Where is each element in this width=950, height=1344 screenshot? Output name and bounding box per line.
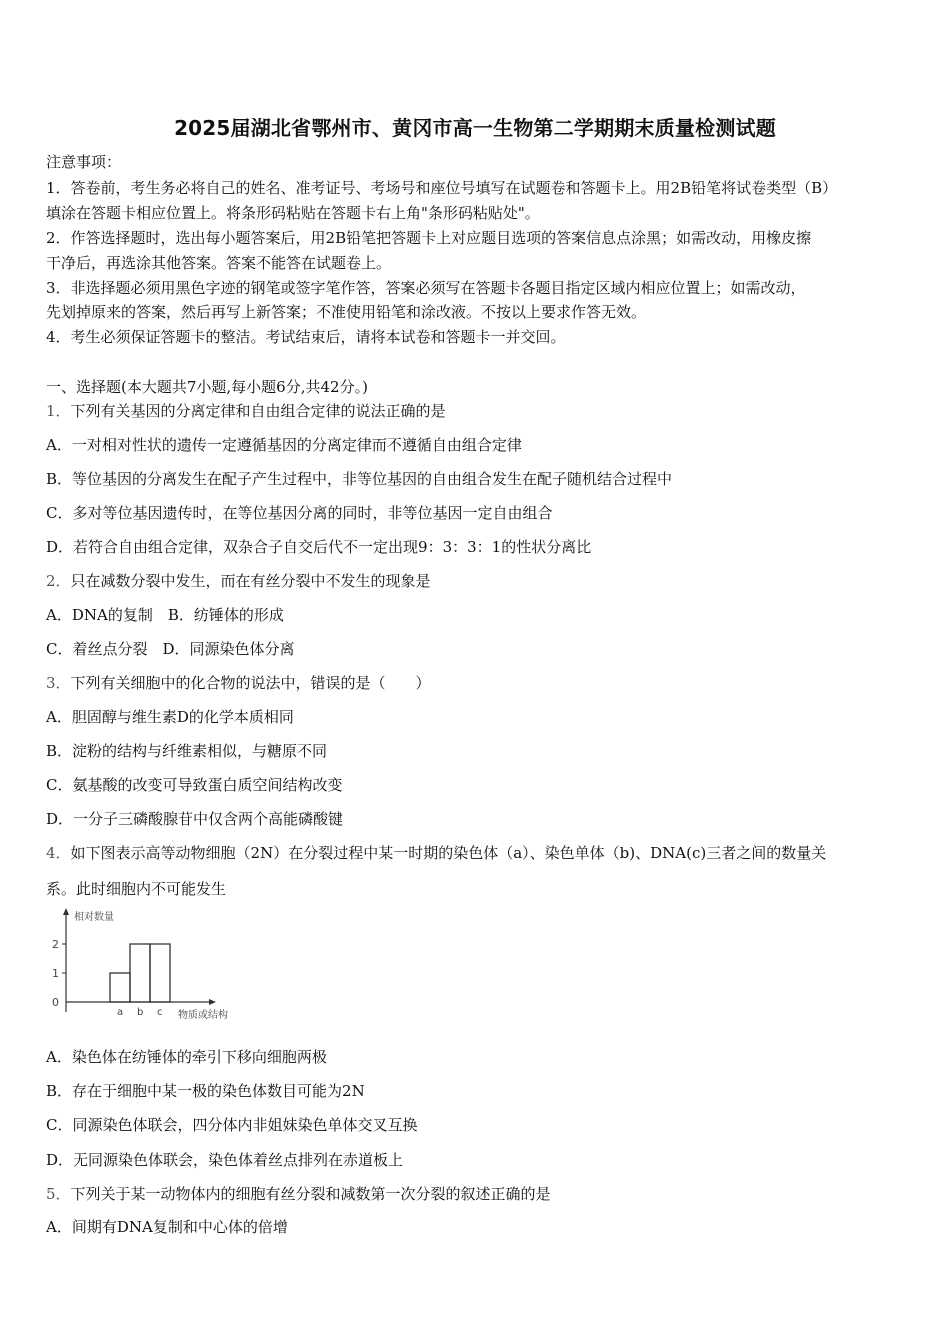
bar-b (130, 944, 150, 1002)
notice-line: 填涂在答题卡相应位置上。将条形码粘贴在答题卡右上角"条形码粘贴处"。 (46, 204, 540, 222)
x-tick-label: b (137, 1007, 144, 1018)
question-text: 只在减数分裂中发生，而在有丝分裂中不发生的现象是 (70, 572, 431, 590)
question-3-option-d: D．一分子三磷酸腺苷中仅含两个高能磷酸键 (46, 810, 344, 828)
question-text: 下列有关细胞中的化合物的说法中，错误的是（ ） (70, 674, 431, 692)
question-2-stem (46, 571, 431, 591)
question-2-options-ab: A．DNA的复制 B．纺锤体的形成 (46, 606, 284, 624)
notice-line: 4．考生必须保证答题卡的整洁。考试结束后，请将本试卷和答题卡一并交回。 (46, 328, 566, 346)
question-5-stem (46, 1184, 551, 1204)
notice-line: 1．答卷前，考生务必将自己的姓名、准考证号、考场号和座位号填写在试题卷和答题卡上。用2B铅笔将试卷类型（B） (46, 179, 838, 197)
question-3-stem (46, 673, 431, 693)
question-4-option-a: A．染色体在纺锤体的牵引下移向细胞两极 (46, 1048, 327, 1066)
question-1-option-d: D．若符合自由组合定律，双杂合子自交后代不一定出现9：3：3：1的性状分离比 (46, 538, 592, 556)
y-tick-label: 0 (52, 996, 59, 1009)
question-1-option-b: B．等位基因的分离发生在配子产生过程中，非等位基因的自由组合发生在配子随机结合过程中 (46, 470, 673, 488)
y-tick-label: 1 (52, 967, 59, 980)
y-axis-label: 相对数量 (74, 912, 114, 923)
x-tick-label: c (157, 1007, 163, 1018)
question-text: 下列有关基因的分离定律和自由组合定律的说法正确的是 (70, 402, 446, 420)
x-axis-label: 物质或结构 (178, 1010, 228, 1021)
bar-a (110, 973, 130, 1002)
question-4-option-b: B．存在于细胞中某一极的染色体数目可能为2N (46, 1082, 365, 1100)
notice-line: 3．非选择题必须用黑色字迹的钢笔或签字笔作答，答案必须写在答题卡各题目指定区域内相应位置上；如需改动， (46, 279, 806, 297)
x-tick-label: a (117, 1007, 124, 1018)
question-4-stem (46, 843, 826, 863)
y-tick-label: 2 (52, 938, 59, 951)
question-text: 如下图表示高等动物细胞（2N）在分裂过程中某一时期的染色体（a）、染色单体（b)、DNA(c)三者之间的数量关 (70, 844, 827, 862)
question-4-option-c: C．同源染色体联会，四分体内非姐妹染色单体交叉互换 (46, 1116, 418, 1134)
bar-chart (44, 906, 254, 1030)
notice-line: 干净后，再选涂其他答案。答案不能答在试题卷上。 (46, 254, 392, 272)
question-number: 5． (46, 1185, 71, 1203)
notice-heading: 注意事项： (46, 153, 122, 171)
question-number: 1． (46, 402, 71, 420)
question-3-option-a: A．胆固醇与维生素D的化学本质相同 (46, 708, 294, 726)
question-4-stem-cont: 系。此时细胞内不可能发生 (46, 880, 227, 898)
question-number: 4． (46, 844, 71, 862)
question-number: 2． (46, 572, 71, 590)
x-axis-arrow (209, 999, 216, 1005)
question-5-option-a: A．间期有DNA复制和中心体的倍增 (46, 1218, 288, 1236)
page-title: 2025届湖北省鄂州市、黄冈市高一生物第二学期期末质量检测试题 (174, 116, 776, 140)
notice-line: 2．作答选择题时，选出每小题答案后，用2B铅笔把答题卡上对应题目选项的答案信息点涂黑；如需改动，用橡皮擦 (46, 229, 812, 247)
question-1-option-a: A．一对相对性状的遗传一定遵循基因的分离定律而不遵循自由组合定律 (46, 436, 522, 454)
y-axis-arrow (63, 908, 69, 915)
bar-c (150, 944, 170, 1002)
question-1-option-c: C．多对等位基因遗传时，在等位基因分离的同时，非等位基因一定自由组合 (46, 504, 553, 522)
question-1-stem (46, 401, 446, 421)
section-heading: 一、选择题(本大题共7小题,每小题6分,共42分。) (46, 378, 368, 396)
question-3-option-c: C．氨基酸的改变可导致蛋白质空间结构改变 (46, 776, 343, 794)
question-number: 3． (46, 674, 71, 692)
question-text: 下列关于某一动物体内的细胞有丝分裂和减数第一次分裂的叙述正确的是 (70, 1185, 551, 1203)
question-2-options-cd: C．着丝点分裂 D．同源染色体分离 (46, 640, 295, 658)
question-3-option-b: B．淀粉的结构与纤维素相似，与糖原不同 (46, 742, 328, 760)
question-4-option-d: D．无同源染色体联会，染色体着丝点排列在赤道板上 (46, 1151, 404, 1169)
notice-line: 先划掉原来的答案，然后再写上新答案；不准使用铅笔和涂改液。不按以上要求作答无效。 (46, 303, 647, 321)
